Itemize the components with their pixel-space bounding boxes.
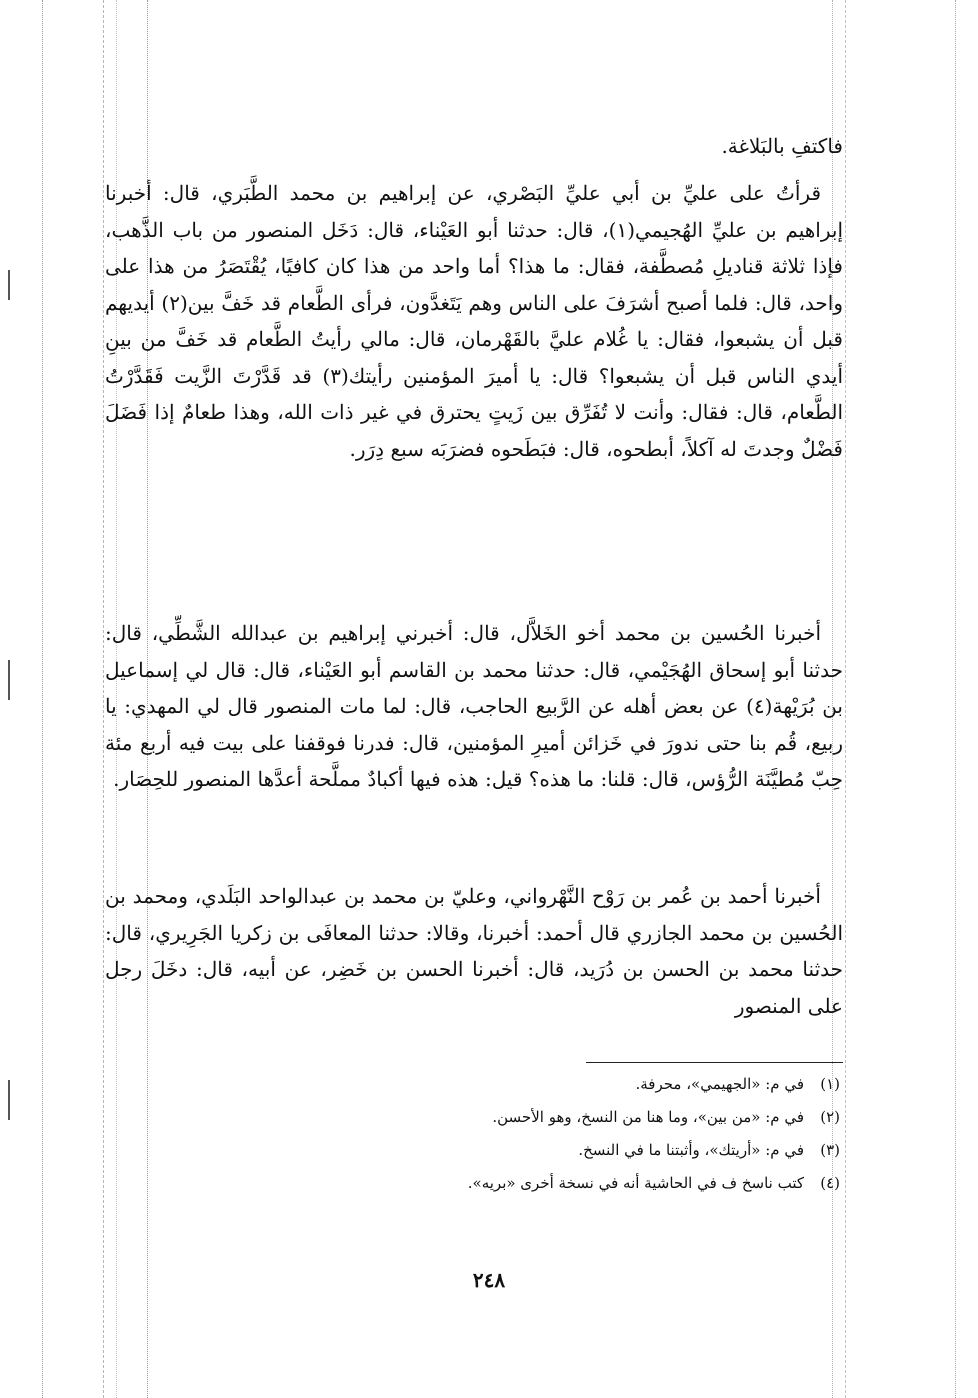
paragraph-text: قرأتُ على عليِّ بن أبي عليِّ البَصْري، عن إبراهيم بن محمد الطَّبَري، قال: أخبرنا إبراهيم بن عليِّ الهُجيمي(١)، قال: حدثنا أبو العَيْناء، قال: دَخَل المنصور من باب الذَّهب، فإذا ثلاثة قناديلِ مُصطَّفة، فقال: ما هذا؟ أما واحد من هذا كان كافيًا، يُقْتَصَرُ من هذا على واحد، قال: فلما أصبح أشرَفَ على الناس وهم يَتَغدَّون، فرأى الطَّعام قد خَفَّ بين(٢) أيديهم قبل أن يشبعوا، فقال: يا غُلام عليَّ بالقَهْرمان، قال: مالي رأيتُ الطَّعام قد خَفَّ من بينِ أيدي الناس قبل أن يشبعوا؟ قال: يا أميرَ المؤمنين رأيتك(٣) قد قَدَّرْتَ الزَّيت فَقَدَّرْتُ الطَّعام، قال: فقال: وأنت لا تُفَرِّق بين زَيتٍ يحترق في غير ذات الله، وهذا طعامٌ إذا فَضَلَ فَضْلٌ وجدتَ له آكلاً، أبطحوه، قال: فبَطَحوه فضرَبَه سبع دِرَر. [105, 181, 843, 461]
paragraph-text: أخبرنا الحُسين بن محمد أخو الخَلاَّل، قال: أخبرني إبراهيم بن عبدالله الشَّطِّي، قال: حدثنا أبو إسحاق الهُجَيْمي، قال: حدثنا محمد بن القاسم أبو العَيْناء، قال: قال لي إسماعيل بن بُرَيْهة(٤) عن بعض أهله عن الرَّبيع الحاجب، قال: لما مات المنصور قال لي المهدي: يا ربيع، قُم بنا حتى ندورَ في خَزائن أميرِ المؤمنين، قال: فدرنا فوقفنا على بيت فيه أربع مئة حِبّ مُطيَّنَة الرُّؤس، قال: قلنا: ما هذه؟ قيل: هذه فيها أكبادٌ مملَّحة أعدَّها المنصور للحِصَار. [105, 621, 844, 791]
footnote-text: في م: «أريتك»، وأثبتنا ما في النسخ. [578, 1141, 804, 1159]
footnote-1 [105, 1068, 840, 1101]
paragraph-text: أخبرنا أحمد بن عُمر بن رَوْح النَّهْرواني، وعليّ بن محمد بن عبدالواحد البَلَدي، ومحمد بن الحُسين بن محمد الجازري قال أحمد: أخبرنا، وقالا: حدثنا المعافَى بن زكريا الجَرِيري، قال: حدثنا محمد بن الحسن بن دُرَيد، قال: أخبرنا الحسن بن خَضِر، عن أبيه، قال: دخَلَ رجل على المنصور [105, 884, 843, 1018]
footnote-number: (٣) [820, 1141, 840, 1159]
paragraph-3 [105, 878, 843, 1024]
scan-edge-mark [8, 270, 10, 300]
footnote-3 [105, 1134, 840, 1167]
intro-line: فاكتفِ بالبَلاغة. [721, 134, 843, 158]
scan-artifact-line [845, 0, 846, 1398]
footnote-number: (١) [820, 1075, 840, 1093]
footnote-text: في م: «الجهيمي»، محرفة. [635, 1075, 804, 1093]
scan-edge-mark [8, 660, 10, 700]
scan-artifact-line [103, 0, 104, 1398]
paragraph-2 [105, 615, 843, 798]
paragraph-1 [105, 175, 843, 467]
footnote-4 [105, 1167, 840, 1200]
footnotes [105, 1068, 840, 1200]
scan-artifact-line [955, 0, 956, 1398]
footnote-number: (٤) [820, 1174, 840, 1192]
page-number: ٢٤٨ [472, 1268, 506, 1292]
footnote-text: كتب ناسخ ف في الحاشية أنه في نسخة أخرى «بريه». [467, 1174, 804, 1192]
footnote-separator [586, 1062, 843, 1063]
scan-artifact-line [42, 0, 43, 1398]
footnote-2 [105, 1101, 840, 1134]
scan-edge-mark [8, 1080, 10, 1120]
footnote-text: في م: «من بين»، وما هنا من النسخ، وهو الأحسن. [492, 1108, 804, 1126]
footnote-number: (٢) [820, 1108, 840, 1126]
